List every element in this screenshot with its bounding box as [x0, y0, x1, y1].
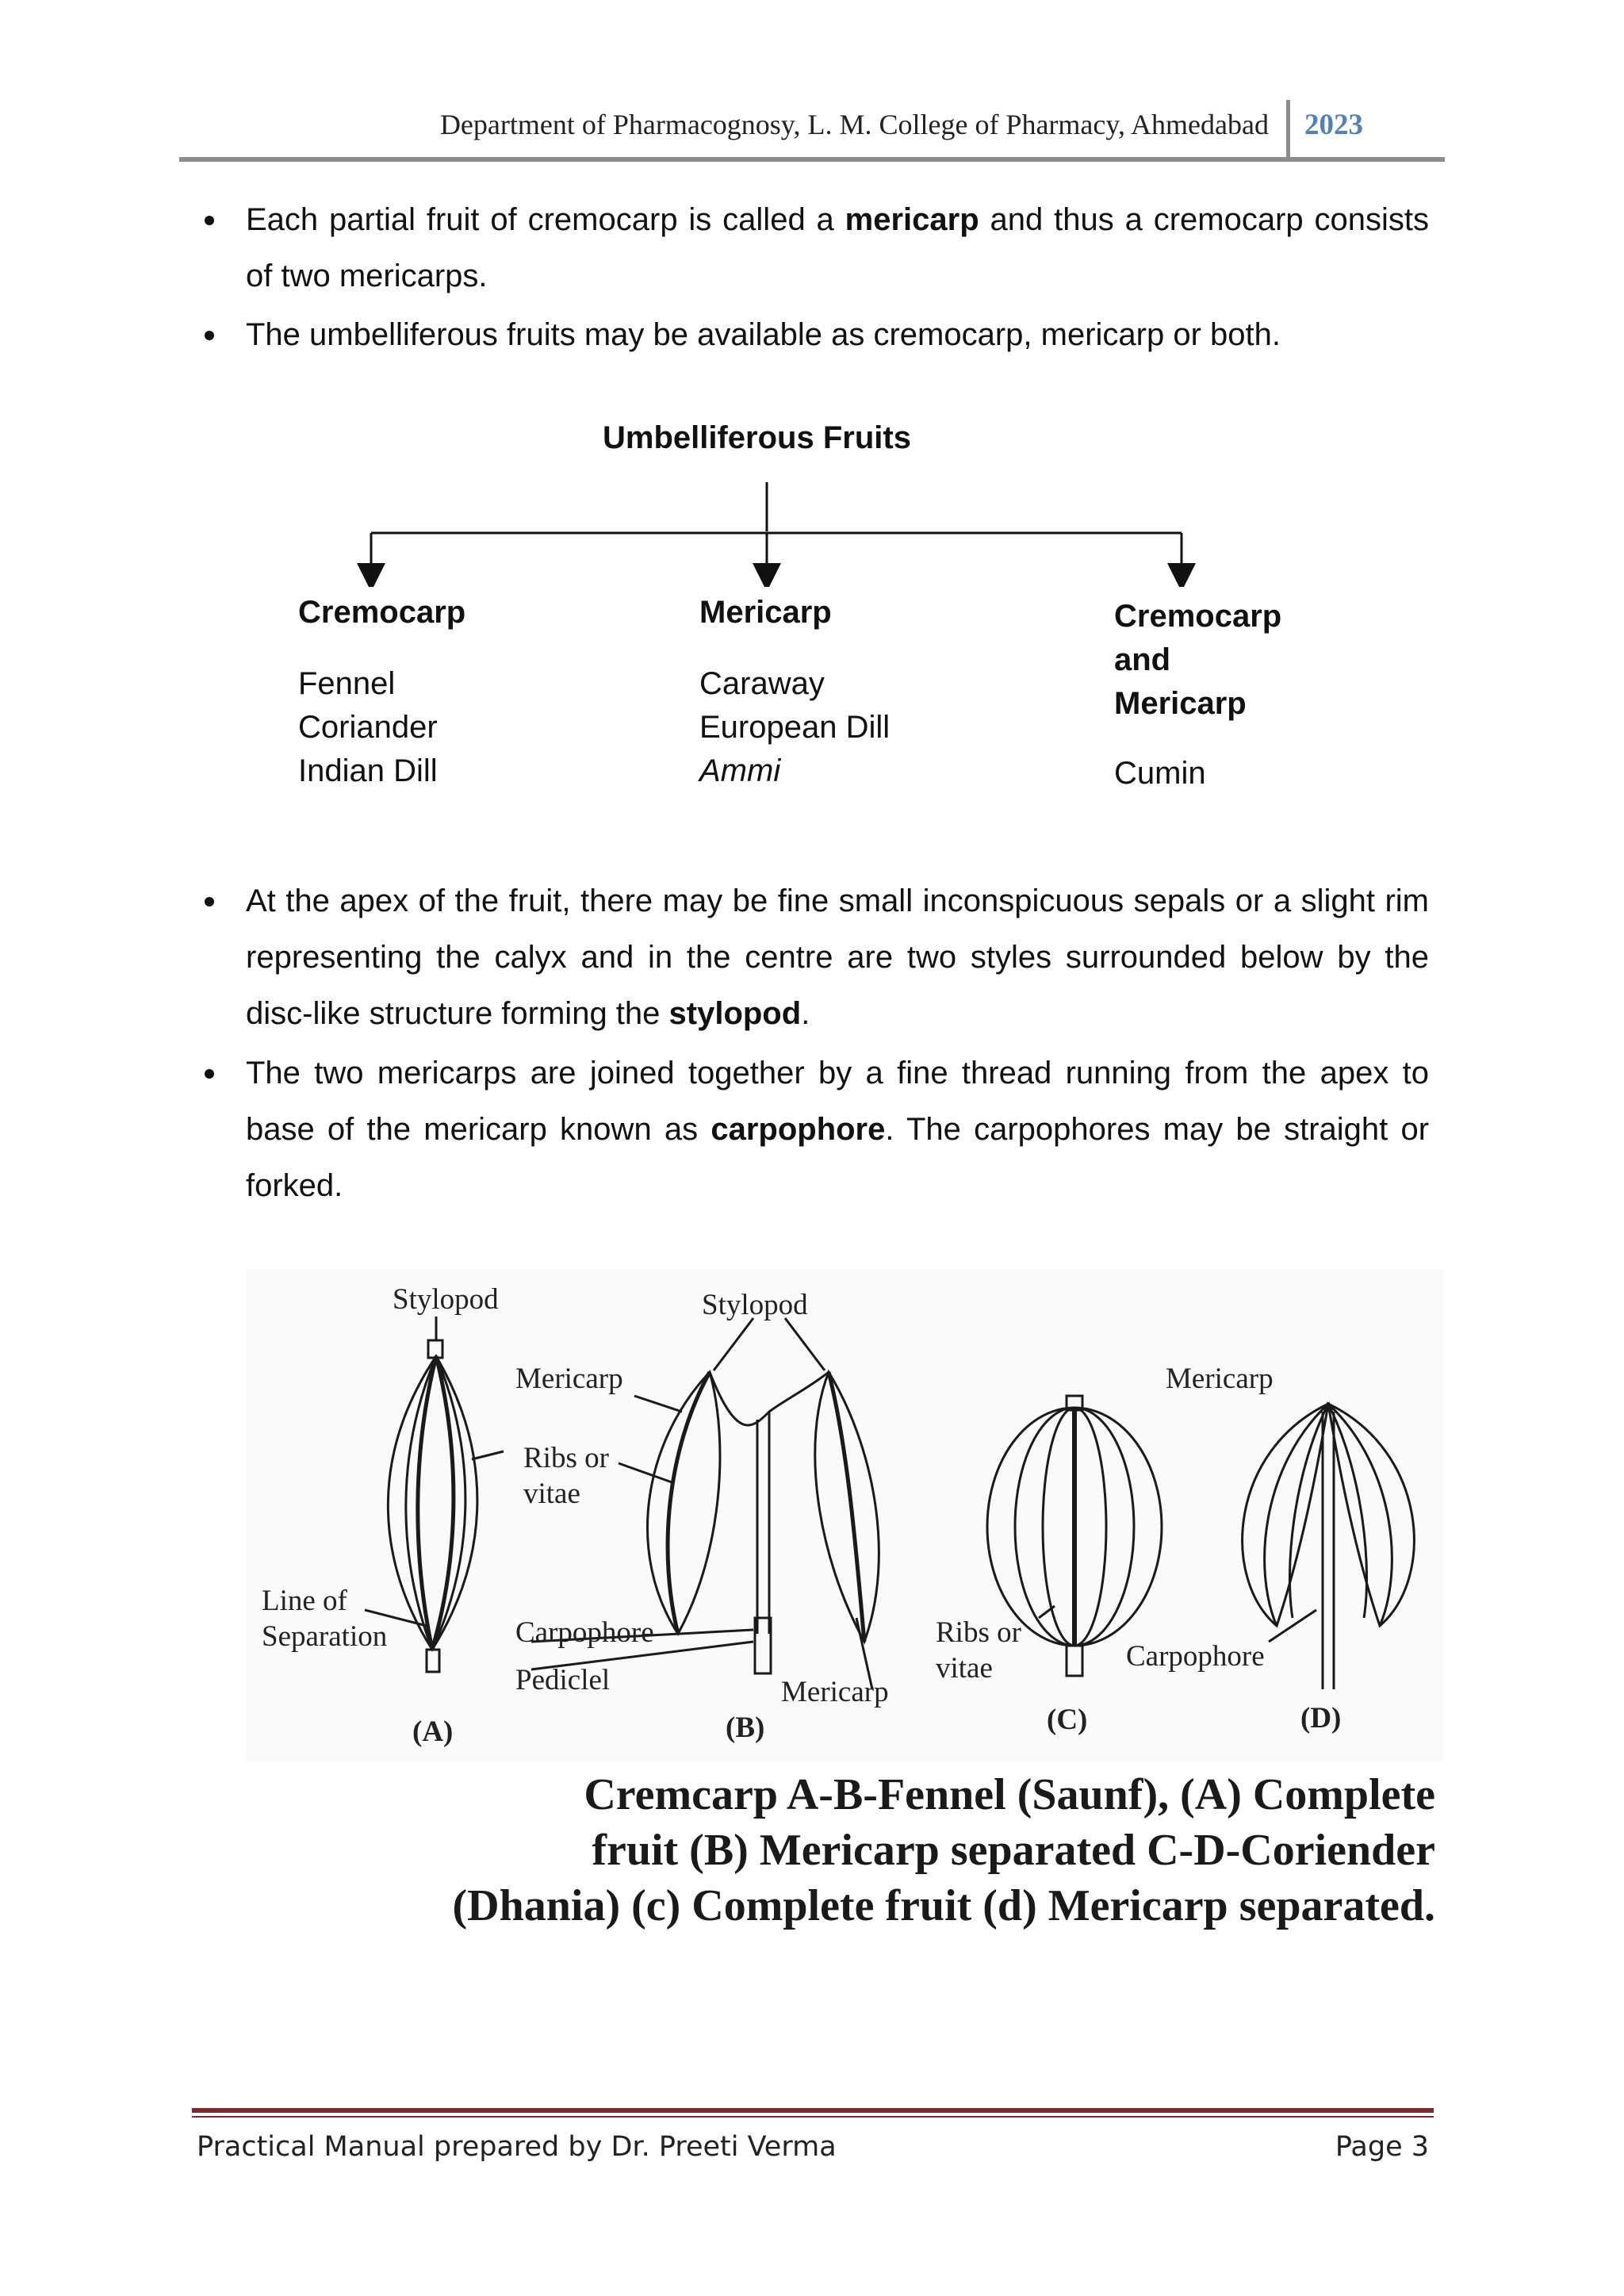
header-year: 2023 — [1304, 109, 1363, 141]
header-divider — [1286, 100, 1290, 159]
label-mericarp-b: Mericarp — [515, 1363, 623, 1395]
paragraph-stylopod — [246, 873, 1429, 1042]
footer-page-number: Page 3 — [1335, 2131, 1429, 2163]
tree-connectors — [317, 476, 1229, 587]
label-mericarp-b2: Mericarp — [781, 1676, 889, 1708]
label-mericarp-d: Mericarp — [1166, 1363, 1274, 1395]
label-ribs-c-2: vitae — [936, 1652, 993, 1685]
bullet-dot — [205, 1069, 214, 1079]
text-run: . The carpophores may be straight or forked. — [246, 1112, 1430, 1203]
title-line: Mericarp — [1114, 686, 1247, 721]
fruit-diagram-figure — [246, 1269, 1443, 1761]
branch-title-both — [1114, 595, 1281, 726]
text-run: . — [801, 996, 810, 1031]
tree-root-label: Umbelliferous Fruits — [603, 420, 911, 455]
footer-rule — [192, 2108, 1434, 2113]
branch-title-cremocarp: Cremocarp — [298, 595, 466, 630]
title-line: and — [1114, 642, 1171, 677]
header-rule — [179, 157, 1445, 162]
paragraph-carpophore — [246, 1045, 1429, 1214]
term-stylopod: stylopod — [668, 996, 802, 1031]
fruit-d-drawing — [1243, 1404, 1415, 1689]
fruit-a-drawing — [388, 1340, 477, 1672]
figure-caption-line-2: fruit (B) Mericarp separated C-D-Coriender — [592, 1826, 1435, 1875]
label-ribs-b-1: Ribs or — [523, 1442, 609, 1474]
branch-items-both — [1114, 752, 1206, 795]
label-line-sep-1: Line of — [262, 1585, 347, 1617]
text-run: The two mericarps are joined together by a fine thread running from the apex to base of the mericarp known as — [246, 1056, 1429, 1147]
footer-rule-thin — [192, 2116, 1434, 2118]
header-department: Department of Pharmacognosy, L. M. College of Pharmacy, Ahmedabad — [439, 109, 1269, 140]
branch-items-cremocarp — [298, 662, 438, 793]
title-line: Cremocarp — [1114, 599, 1282, 634]
branch-title-mericarp: Mericarp — [699, 595, 832, 630]
label-a: (A) — [412, 1715, 454, 1748]
label-carpophore-d: Carpophore — [1126, 1640, 1265, 1673]
list-item: Ammi — [699, 753, 781, 788]
label-ribs-c-1: Ribs or — [936, 1616, 1021, 1649]
text-run: and thus a cremocarp consists of two mericarps. — [246, 202, 1430, 293]
list-item: European Dill — [699, 710, 891, 745]
label-pedicel: Pediclel — [515, 1664, 611, 1696]
branch-items-mericarp — [699, 662, 890, 793]
bullet-dot — [205, 216, 214, 225]
text-run: At the apex of the fruit, there may be fine small inconspicuous sepals or a slight rim representing the calyx and in the centre are two styles surrounded below by the disc-like structure forming the — [246, 884, 1429, 1031]
label-b: (B) — [726, 1711, 765, 1744]
list-item: Indian Dill — [298, 753, 438, 788]
label-carpophore-b: Carpophore — [515, 1616, 654, 1649]
figure-caption-line-3: (Dhania) (c) Complete fruit (d) Mericarp separated. — [452, 1881, 1435, 1930]
term-carpophore: carpophore — [710, 1112, 886, 1147]
figure-caption-line-1: Cremcarp A-B-Fennel (Saunf), (A) Complete — [584, 1770, 1435, 1819]
label-d: (D) — [1300, 1702, 1342, 1734]
list-item: Fennel — [298, 666, 396, 701]
text-run: Each partial fruit of cremocarp is called a — [246, 202, 845, 237]
label-line-sep-2: Separation — [262, 1620, 388, 1653]
label-c: (C) — [1047, 1704, 1088, 1736]
bullet-dot — [205, 897, 214, 907]
bullet-dot — [205, 331, 214, 340]
list-item: Cumin — [1114, 756, 1206, 791]
label-ribs-b-2: vitae — [523, 1478, 580, 1510]
list-item: Caraway — [699, 666, 825, 701]
paragraph-mericarp — [246, 192, 1429, 305]
term-mericarp: mericarp — [845, 202, 979, 237]
list-item: Coriander — [298, 710, 438, 745]
label-stylopod-a: Stylopod — [393, 1283, 499, 1316]
label-stylopod-b: Stylopod — [702, 1289, 808, 1321]
fruit-b-drawing — [648, 1372, 879, 1673]
footer-author: Practical Manual prepared by Dr. Preeti Verma — [197, 2131, 837, 2163]
paragraph-availability: The umbelliferous fruits may be available as cremocarp, mericarp or both. — [246, 317, 1281, 352]
